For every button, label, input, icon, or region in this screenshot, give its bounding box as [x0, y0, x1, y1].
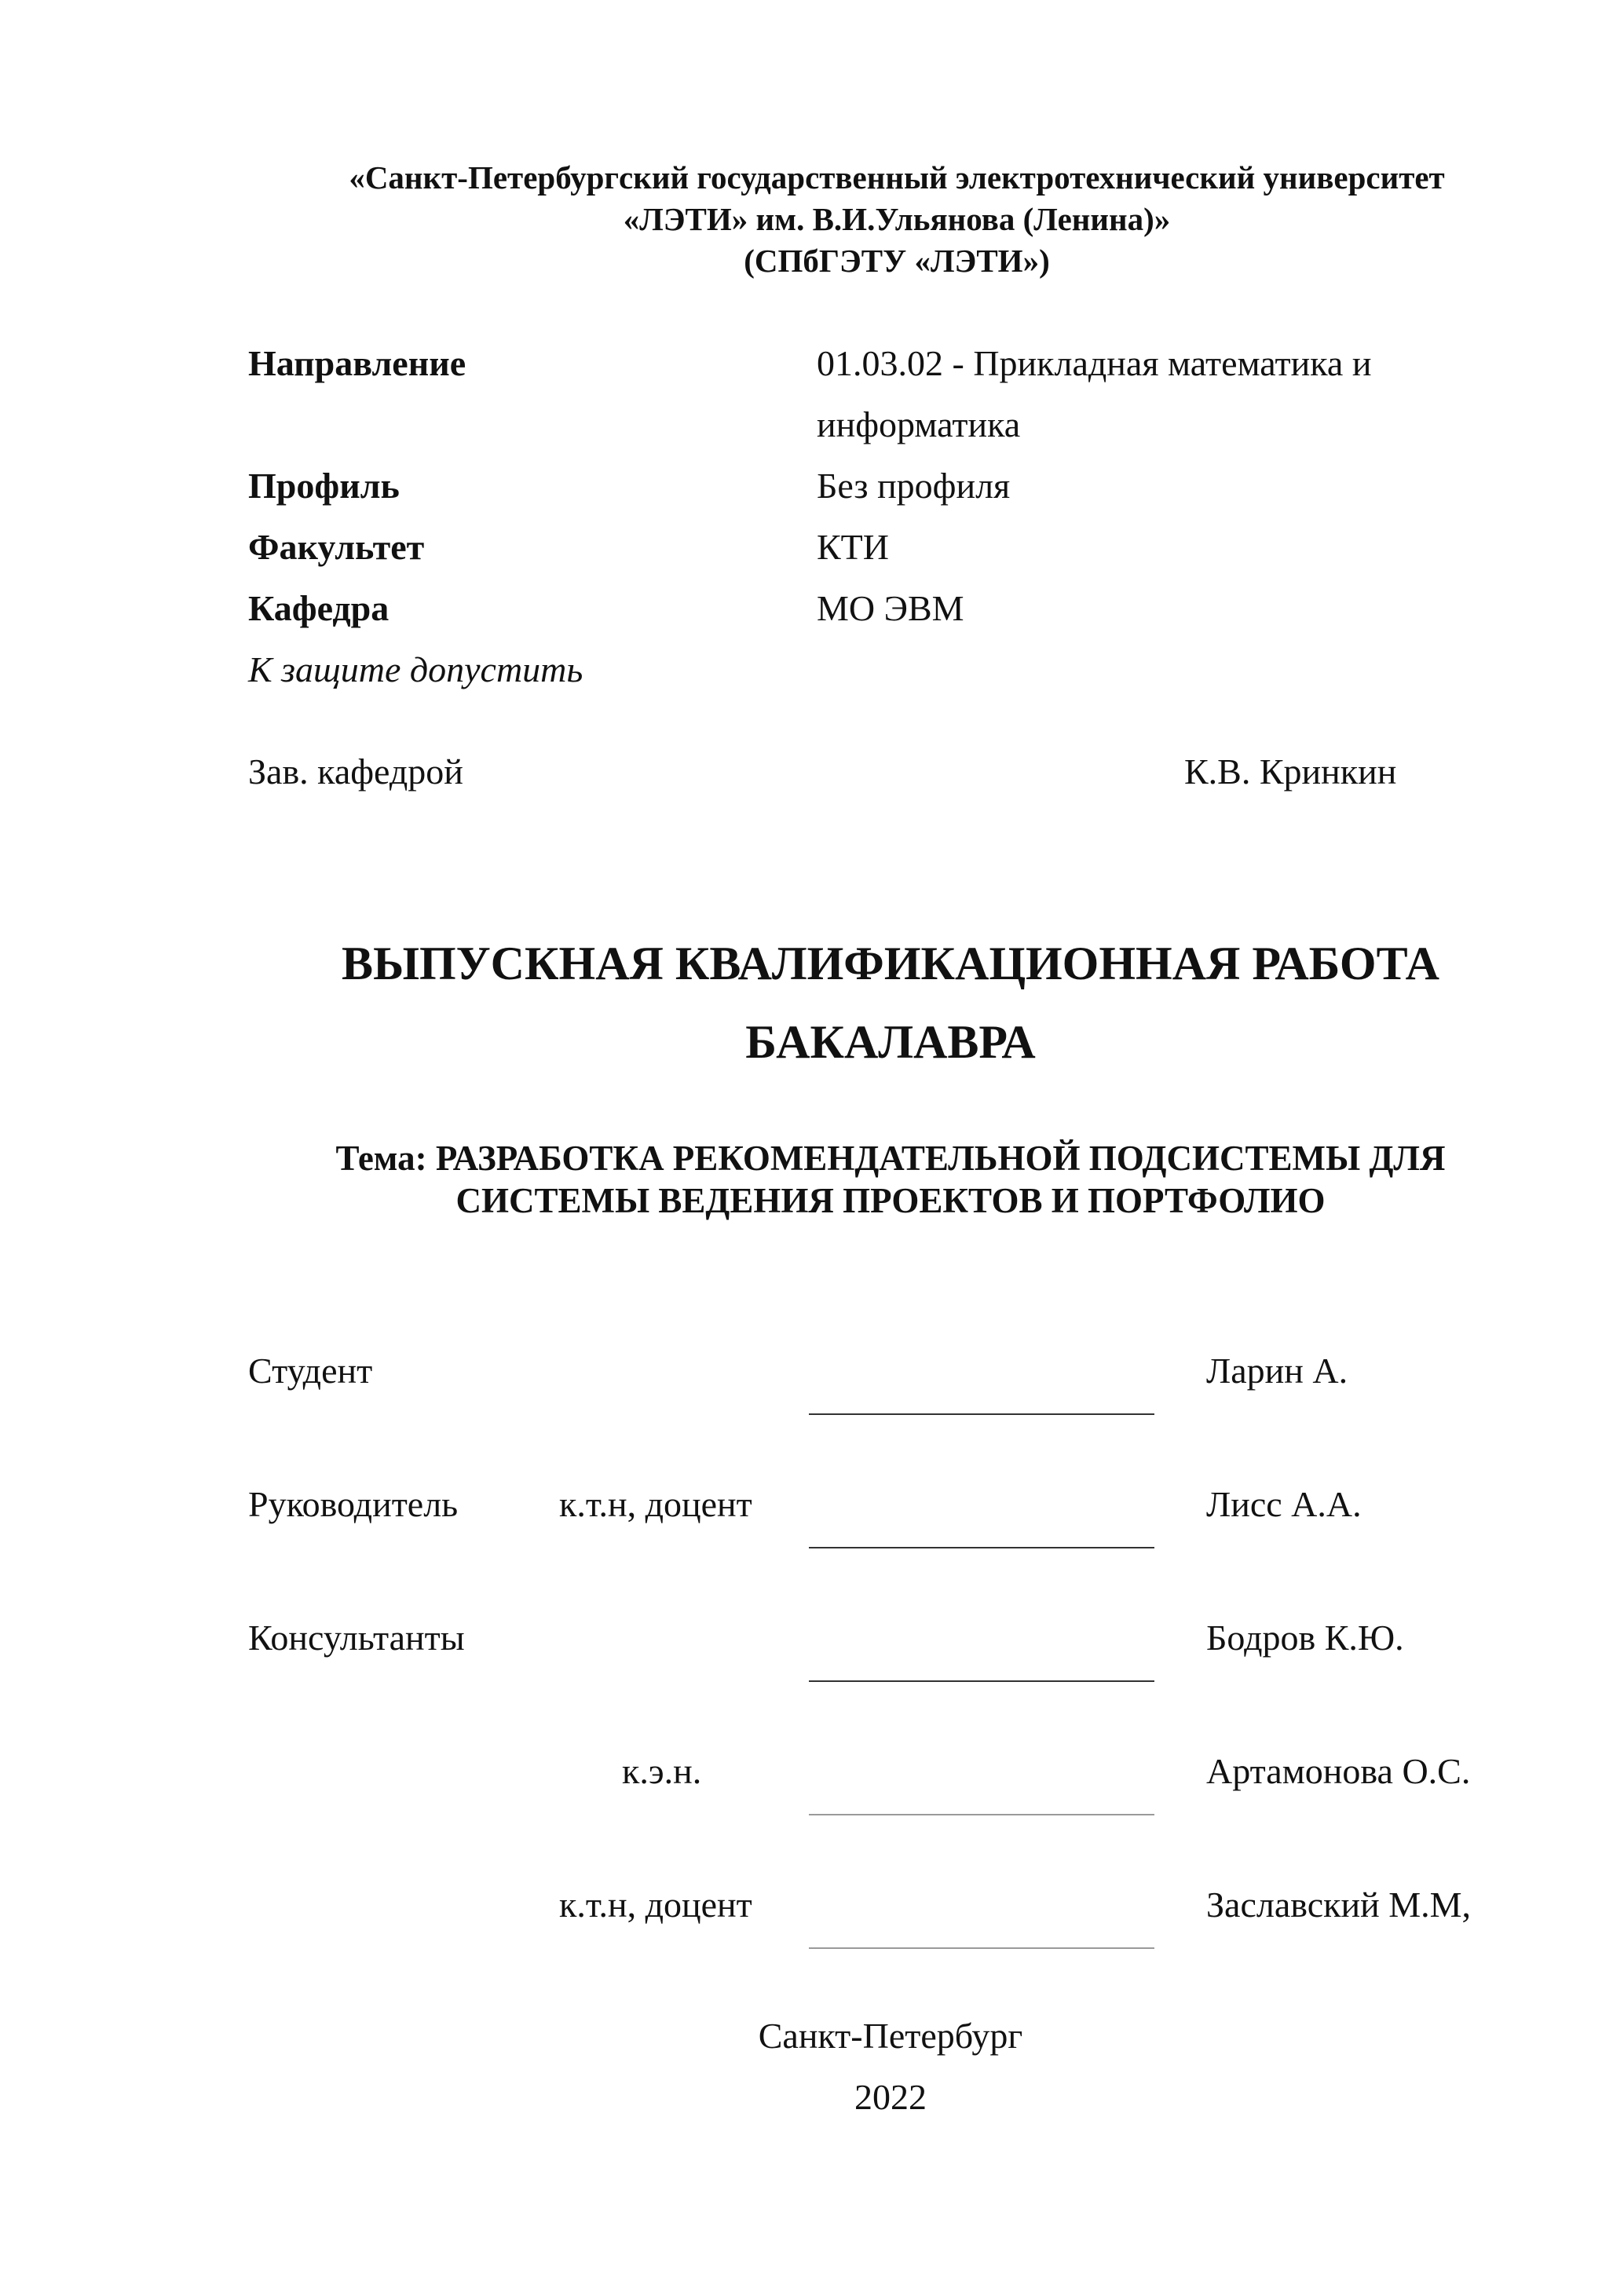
- topic-line-2: СИСТЕМЫ ВЕДЕНИЯ ПРОЕКТОВ И ПОРТФОЛИО: [455, 1181, 1326, 1220]
- university-name-line-1: «Санкт-Петербургский государственный электротехнический университет: [349, 159, 1445, 196]
- university-abbreviation: (СПбГЭТУ «ЛЭТИ»): [744, 243, 1050, 279]
- consultant-3-signature-line: [809, 1947, 1154, 1949]
- university-name-line-2: «ЛЭТИ» им. В.И.Ульянова (Ленина)»: [623, 201, 1171, 237]
- supervisor-name: Лисс А.А.: [1206, 1484, 1362, 1524]
- direction-value-line-1: 01.03.02 - Прикладная математика и: [817, 343, 1372, 383]
- consultant-3-name: Заславский М.М,: [1206, 1885, 1472, 1925]
- consultants-role: Консультанты: [248, 1618, 465, 1658]
- direction-value-line-2: информатика: [817, 404, 1021, 444]
- admission-note: К защите допустить: [248, 649, 583, 689]
- student-name: Ларин А.: [1206, 1351, 1348, 1391]
- consultant-1-signature-line: [809, 1680, 1154, 1682]
- student-signature-line: [809, 1413, 1154, 1415]
- consultant-2-signature-line: [809, 1814, 1154, 1815]
- profile-value: Без профиля: [817, 466, 1011, 506]
- student-role: Студент: [248, 1351, 373, 1391]
- head-of-department-name: К.В. Кринкин: [1184, 751, 1397, 792]
- consultant-3-degree: к.т.н, доцент: [559, 1885, 752, 1925]
- faculty-label: Факультет: [248, 527, 425, 567]
- work-title-line-2: БАКАЛАВРА: [745, 1016, 1036, 1068]
- supervisor-signature-line: [809, 1547, 1154, 1548]
- footer-year: 2022: [854, 2077, 927, 2117]
- faculty-value: КТИ: [817, 527, 889, 567]
- supervisor-role: Руководитель: [248, 1484, 459, 1524]
- consultant-2-degree: к.э.н.: [622, 1751, 702, 1791]
- consultant-2-name: Артамонова О.С.: [1206, 1751, 1471, 1791]
- work-title-line-1: ВЫПУСКНАЯ КВАЛИФИКАЦИОННАЯ РАБОТА: [342, 938, 1439, 989]
- department-value: МО ЭВМ: [817, 588, 964, 628]
- direction-label: Направление: [248, 343, 466, 383]
- footer-city: Санкт-Петербург: [758, 2016, 1023, 2056]
- department-label: Кафедра: [248, 588, 390, 628]
- consultant-1-name: Бодров К.Ю.: [1206, 1618, 1404, 1658]
- head-of-department-label: Зав. кафедрой: [248, 751, 463, 792]
- profile-label: Профиль: [248, 466, 400, 506]
- topic-line-1: Тема: РАЗРАБОТКА РЕКОМЕНДАТЕЛЬНОЙ ПОДСИСТЕМЫ ДЛЯ: [335, 1139, 1446, 1178]
- supervisor-degree: к.т.н, доцент: [559, 1484, 752, 1524]
